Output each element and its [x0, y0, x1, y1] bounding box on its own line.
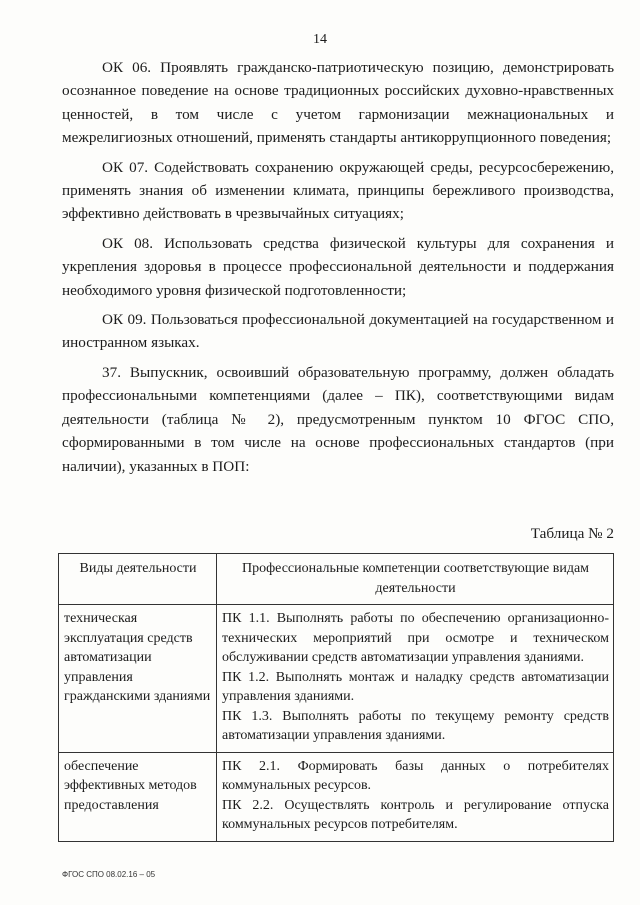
page-number: 14 [313, 32, 327, 47]
table-row [59, 752, 614, 841]
body-text [62, 56, 614, 484]
table-header-row [59, 554, 614, 605]
header-competences: Профессиональные компетенции соответствующие видам деятельности [217, 554, 614, 605]
competences-table [58, 553, 614, 842]
competences-cell [217, 752, 614, 841]
paragraph-ok08: ОК 08. Использовать средства физической культуры для сохранения и укрепления здоровья в процессе профессиональной деятельности и поддержания необходимого уровня физической подготовленности; [62, 234, 614, 299]
competence-item: ПК 2.2. Осуществлять контроль и регулирование отпуска коммунальных ресурсов потребителям. [222, 797, 609, 832]
competence-item: ПК 1.3. Выполнять работы по текущему ремонту средств автоматизации управления зданиями. [222, 708, 609, 743]
table-caption: Таблица № 2 [530, 525, 614, 542]
paragraph-ok06: ОК 06. Проявлять гражданско-патриотическую позицию, демонстрировать осознанное поведение на основе традиционных российских духовно-нравственных ценностей, в том числе с учетом гармонизации межнациональных и межрелигиозных отношений, применять стандарты антикоррупционного поведения; [62, 59, 614, 147]
paragraph-37: 37. Выпускник, освоивший образовательную программу, должен обладать профессиональными компетенциями (далее – ПК), соответствующими видам деятельности (таблица № 2), предусмотренным пунктом 10 ФГОС СПО, сформированными в том числе на основе профессиональных стандартов (при наличии), указанных в ПОП: [62, 363, 614, 475]
competence-item: ПК 1.1. Выполнять работы по обеспечению организационно-технических мероприятий при осмотре и техническом обслуживании средств автоматизации управления зданиями. [222, 611, 609, 665]
table-row [59, 605, 614, 753]
header-activity: Виды деятельности [59, 554, 217, 605]
competences-cell [217, 605, 614, 753]
activity-cell: техническая эксплуатация средств автоматизации управления гражданскими зданиями [59, 605, 217, 753]
competence-item: ПК 1.2. Выполнять монтаж и наладку средств автоматизации управления зданиями. [222, 669, 609, 704]
paragraph-ok07: ОК 07. Содействовать сохранению окружающей среды, ресурсосбережению, применять знания об изменении климата, принципы бережливого производства, эффективно действовать в чрезвычайных ситуациях; [62, 158, 614, 223]
footer-code: ФГОС СПО 08.02.16 – 05 [62, 870, 156, 879]
paragraph-ok09: ОК 09. Пользоваться профессиональной документацией на государственном и иностранном языках. [62, 311, 614, 352]
competence-item: ПК 2.1. Формировать базы данных о потребителях коммунальных ресурсов. [222, 758, 609, 793]
activity-cell: обеспечение эффективных методов предоставления [59, 752, 217, 841]
